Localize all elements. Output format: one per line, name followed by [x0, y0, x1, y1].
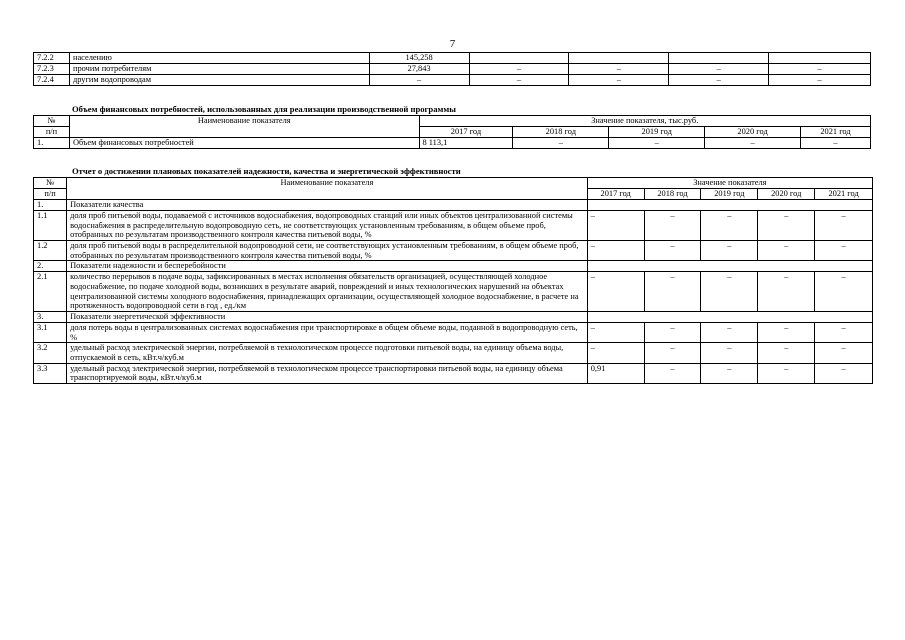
row-value: 8 113,1: [419, 138, 513, 149]
row-value: [769, 53, 871, 64]
row-value: –: [758, 272, 815, 312]
table-row: [34, 240, 873, 260]
row-value: –: [644, 211, 701, 241]
header-year: 2020 год: [705, 127, 801, 138]
group-row: [34, 311, 873, 322]
row-value: [587, 200, 644, 211]
table-row: [34, 363, 873, 383]
row-value: [587, 261, 644, 272]
group-row: [34, 200, 873, 211]
row-value: [701, 311, 758, 322]
finance-section-title: Объем финансовых потребностей, использованных для реализации производственной программы: [72, 104, 456, 114]
row-num: 7.2.3: [34, 64, 70, 75]
row-value: –: [644, 363, 701, 383]
row-value: –: [815, 322, 873, 342]
table-row: [34, 211, 873, 241]
header-year: 2020 год: [758, 189, 815, 200]
row-name: населению: [69, 53, 369, 64]
row-value: –: [701, 272, 758, 312]
group-row: [34, 261, 873, 272]
row-value: –: [513, 138, 609, 149]
row-value: [669, 53, 769, 64]
row-value: –: [815, 343, 873, 363]
row-value: –: [669, 64, 769, 75]
header-year: 2021 год: [801, 127, 871, 138]
row-value: –: [758, 211, 815, 241]
row-value: [815, 261, 873, 272]
row-value: –: [569, 64, 669, 75]
row-name: доля потерь воды в централизованных системах водоснабжения при транспортировке в общем объеме воды, поданной в водопроводную сеть, %: [67, 322, 588, 342]
row-value: –: [644, 272, 701, 312]
row-num: 1.: [34, 200, 67, 211]
row-name: доля проб питьевой воды, подаваемой с источников водоснабжения, водопроводных станций или иных объектов централизованной системы водоснабжения в распределительную водопроводную сеть, не соответствующих установленным требованиям, в общем объеме проб, отобранных по результатам производственного контроля качества питьевой воды, %: [67, 211, 588, 241]
table-row: [34, 53, 871, 64]
row-value: [587, 311, 644, 322]
row-value: –: [644, 343, 701, 363]
row-value: –: [587, 322, 644, 342]
header-year: 2019 год: [701, 189, 758, 200]
table-row: [34, 64, 871, 75]
row-value: –: [609, 138, 705, 149]
row-value: 27,843: [369, 64, 469, 75]
row-value: –: [644, 240, 701, 260]
row-value: –: [758, 363, 815, 383]
row-value: –: [587, 240, 644, 260]
row-value: –: [701, 240, 758, 260]
row-value: –: [769, 64, 871, 75]
row-value: –: [815, 363, 873, 383]
row-num: 3.3: [34, 363, 67, 383]
row-num: 7.2.2: [34, 53, 70, 64]
header-year: 2019 год: [609, 127, 705, 138]
row-value: 0,91: [587, 363, 644, 383]
row-value: –: [469, 75, 569, 86]
row-value: –: [469, 64, 569, 75]
header-value: Значение показателя: [587, 178, 872, 189]
indicators-table: [33, 177, 873, 384]
row-value: [469, 53, 569, 64]
header-num: №: [34, 116, 70, 127]
header-num: №: [34, 178, 67, 189]
header-year: 2021 год: [815, 189, 873, 200]
row-value: [644, 200, 701, 211]
row-value: [701, 200, 758, 211]
row-value: –: [587, 343, 644, 363]
row-value: –: [701, 363, 758, 383]
row-num: 2.1: [34, 272, 67, 312]
row-value: –: [587, 272, 644, 312]
row-value: 145,258: [369, 53, 469, 64]
row-name: прочим потребителям: [69, 64, 369, 75]
row-name: Показатели энергетической эффективности: [67, 311, 588, 322]
row-name: Показатели качества: [67, 200, 588, 211]
header-year: 2018 год: [513, 127, 609, 138]
row-value: [644, 311, 701, 322]
row-value: [644, 261, 701, 272]
row-name: удельный расход электрической энергии, потребляемой в технологическом процессе транспортировки питьевой воды, на единицу объема транспортируемой воды, кВт.ч/куб.м: [67, 363, 588, 383]
row-name: Показатели надежности и бесперебойности: [67, 261, 588, 272]
row-num: 1.1: [34, 211, 67, 241]
row-num: 1.2: [34, 240, 67, 260]
header-name: Наименование показателя: [67, 178, 588, 200]
header-value: Значение показателя, тыс.руб.: [419, 116, 871, 127]
row-value: –: [587, 211, 644, 241]
row-value: –: [801, 138, 871, 149]
table-row: [34, 322, 873, 342]
row-name: доля проб питьевой воды в распределительной водопроводной сети, не соответствующих установленным требованиям, в общем объеме проб, отобранных по результатам производственного контроля качества питьевой воды, %: [67, 240, 588, 260]
table-row: [34, 75, 871, 86]
row-value: –: [815, 211, 873, 241]
page-number: 7: [449, 38, 456, 50]
row-value: –: [758, 240, 815, 260]
row-value: –: [815, 240, 873, 260]
row-num: 7.2.4: [34, 75, 70, 86]
row-num: 3.2: [34, 343, 67, 363]
row-value: –: [701, 211, 758, 241]
header-num-sub: п/п: [34, 127, 70, 138]
row-value: [758, 261, 815, 272]
header-num-sub: п/п: [34, 189, 67, 200]
row-value: [701, 261, 758, 272]
row-value: –: [369, 75, 469, 86]
row-num: 2.: [34, 261, 67, 272]
row-value: –: [769, 75, 871, 86]
row-value: –: [669, 75, 769, 86]
table-row: [34, 343, 873, 363]
row-num: 3.1: [34, 322, 67, 342]
row-value: –: [569, 75, 669, 86]
row-value: –: [758, 343, 815, 363]
row-value: [569, 53, 669, 64]
row-value: [815, 200, 873, 211]
table-row: [34, 138, 871, 149]
report-section-title: Отчет о достижении плановых показателей надежности, качества и энергетической эффективности: [72, 166, 461, 176]
header-year: 2017 год: [587, 189, 644, 200]
row-value: –: [758, 322, 815, 342]
row-name: количество перерывов в подаче воды, зафиксированных в местах исполнения обязательств организацией, осуществляющей холодное водоснабжение, по подаче холодной воды, возникших в результате аварий, повреждений и иных технологических нарушений на объектах централизованной системы холодного водоснабжения, принадлежащих организации, осуществляющей холодное водоснабжение, в расчете на протяженность водопроводной сети в год , ед./км: [67, 272, 588, 312]
row-name: удельный расход электрической энергии, потребляемой в технологическом процессе подготовки питьевой воды, на единицу объема воды, отпускаемой в сеть, кВт.ч/куб.м: [67, 343, 588, 363]
row-name: Объем финансовых потребностей: [69, 138, 419, 149]
row-num: 3.: [34, 311, 67, 322]
row-value: –: [644, 322, 701, 342]
header-year: 2017 год: [419, 127, 513, 138]
row-value: [758, 311, 815, 322]
row-value: –: [705, 138, 801, 149]
row-name: другим водопроводам: [69, 75, 369, 86]
table-row: [34, 272, 873, 312]
header-name: Наименование показателя: [69, 116, 419, 138]
row-num: 1.: [34, 138, 70, 149]
row-value: –: [701, 322, 758, 342]
finance-table: [33, 115, 871, 149]
water-supply-table: [33, 52, 871, 86]
row-value: [815, 311, 873, 322]
header-year: 2018 год: [644, 189, 701, 200]
row-value: –: [815, 272, 873, 312]
row-value: [758, 200, 815, 211]
row-value: –: [701, 343, 758, 363]
